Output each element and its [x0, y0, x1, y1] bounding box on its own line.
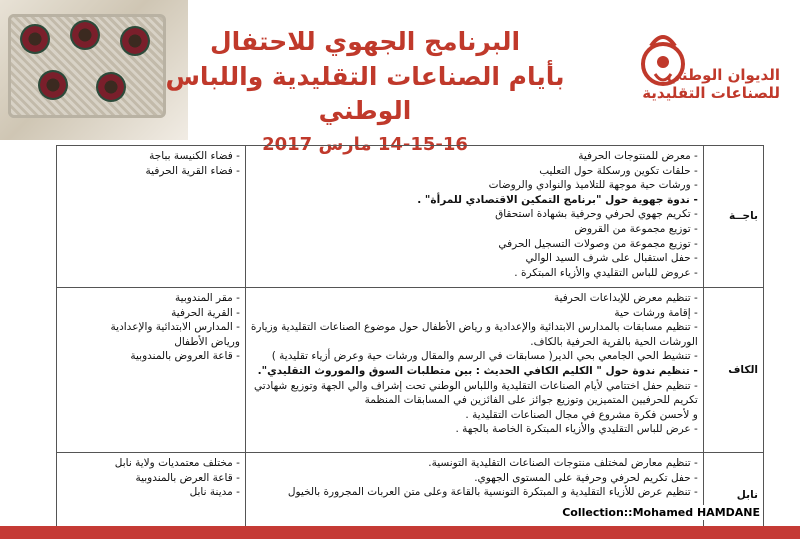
venue-line: - مدينة نابل — [189, 486, 240, 499]
program-line: - حفل تكريم لحرفي وحرفية على المستوى الجهوي. — [474, 471, 698, 484]
program-line: و لأحسن فكرة مشروع في مجال الصناعات التقليدية . — [465, 408, 698, 421]
region-cell: نابل — [703, 453, 763, 538]
program-cell — [245, 453, 703, 538]
program-cell — [245, 288, 703, 453]
embroidery-motif — [120, 26, 150, 56]
region-cell: باجــة — [703, 146, 763, 288]
embroidery-motif — [20, 24, 50, 54]
program-line: - تنظيم عرض للأزياء التقليدية و المبتكرة التونسية بالقاعة وعلى متن العربات المجرورة بالخيول — [287, 486, 698, 499]
program-line: - ندوة جهوية حول "برنامج التمكين الاقتصادي للمرأة" . — [417, 193, 698, 206]
venue-line: - القرية الحرفية — [171, 306, 240, 319]
onat-logo — [633, 26, 788, 101]
logo-text-line-2: للصناعات التقليدية — [642, 84, 780, 102]
embroidery-motif — [96, 72, 126, 102]
program-line: - تنظيم مسابقات بالمدارس الابتدائية والإعدادية و رياض الأطفال حول موضوع الصناعات التقليدية وزيارة — [250, 321, 698, 334]
program-line: - حفل استقبال على شرف السيد الوالي — [525, 252, 698, 265]
program-line: - تنظيم حفل اختتامي لأيام الصناعات التقليدية واللباس الوطني تحت إشراف والي الجهة وتوزيع شهادتي — [254, 379, 698, 392]
program-line: - تنظيم ندوة حول " الكليم الكافي الحديث : بين متطلبات السوق والموروث التقليدي". — [257, 364, 698, 377]
venue-line: - فضاء الكنيسة بباجة — [149, 150, 240, 162]
program-line: - ورشات حية موجهة للتلاميذ والنوادي والروضات — [488, 179, 698, 192]
program-line: - إقامة ورشات حية — [614, 306, 698, 319]
venue-cell — [57, 453, 246, 538]
venue-cell — [57, 288, 246, 453]
title-line-2: بأيام الصناعات التقليدية واللباس الوطني — [165, 62, 565, 125]
program-cell — [245, 146, 703, 288]
embroidery-motif — [70, 20, 100, 50]
program-line: - تنظيم معارض لمختلف منتوجات الصناعات التقليدية التونسية. — [428, 457, 698, 469]
program-line: - عرض للباس التقليدي والأزياء المبتكرة الخاصة بالجهة . — [455, 423, 698, 436]
program-line: - توزيع مجموعة من القروض — [574, 222, 698, 235]
venue-line: - قاعة العرض بالمندوبية — [135, 471, 240, 484]
event-date: 14-15-16 مارس 2017 — [262, 134, 468, 155]
program-line: - تنشيط الحي الجامعي بحي الدير( مسابقات في الرسم والمقال ورشات حية وعرض أزياء تقليدية ) — [271, 350, 698, 363]
program-line: تكريم للحرفيين المتميزين وتوزيع جوائز على الفائزين في المسابقات المنظمة — [364, 394, 698, 407]
venue-line: - مختلف معتمديات ولاية نابل — [114, 457, 240, 469]
venue-line: - مقر المندوبية — [175, 292, 240, 304]
page-header — [0, 0, 800, 155]
table-row — [57, 453, 764, 538]
footer-bar — [0, 526, 800, 539]
program-line: - تنظيم معرض للإبداعات الحرفية — [553, 292, 698, 304]
title-line-1: البرنامج الجهوي للاحتفال — [209, 27, 521, 56]
table-row — [57, 288, 764, 453]
photo-credit: Collection::Mohamed HAMDANE — [562, 506, 760, 519]
program-line: - توزيع مجموعة من وصولات التسجيل الحرفي — [498, 237, 698, 250]
venue-line: - المدارس الابتدائية والإعدادية — [110, 321, 240, 334]
venue-line: - قاعة العروض بالمندوبية — [130, 350, 240, 363]
embroidered-bag-image — [8, 14, 166, 118]
region-cell: الكاف — [703, 288, 763, 453]
venue-cell — [57, 146, 246, 288]
table-row — [57, 146, 764, 288]
logo-text-line-1: الديوان الوطني — [666, 66, 780, 84]
program-line: - حلقات تكوين ورسكلة حول التعليب — [539, 164, 698, 177]
program-line: الورشات الحية بالقرية الحرفية بالكاف. — [530, 335, 698, 348]
title-block — [155, 24, 575, 158]
venue-line: - فضاء القرية الحرفية — [145, 164, 240, 177]
program-line: - تكريم جهوي لحرفي وحرفية بشهادة استحقاق — [495, 208, 698, 221]
program-line: - معرض للمنتوجات الحرفية — [578, 150, 698, 162]
embroidery-motif — [38, 70, 68, 100]
venue-line: ورياض الأطفال — [174, 335, 240, 348]
program-table — [56, 145, 764, 538]
program-line: - عروض للباس التقليدي والأزياء المبتكرة . — [514, 266, 698, 279]
